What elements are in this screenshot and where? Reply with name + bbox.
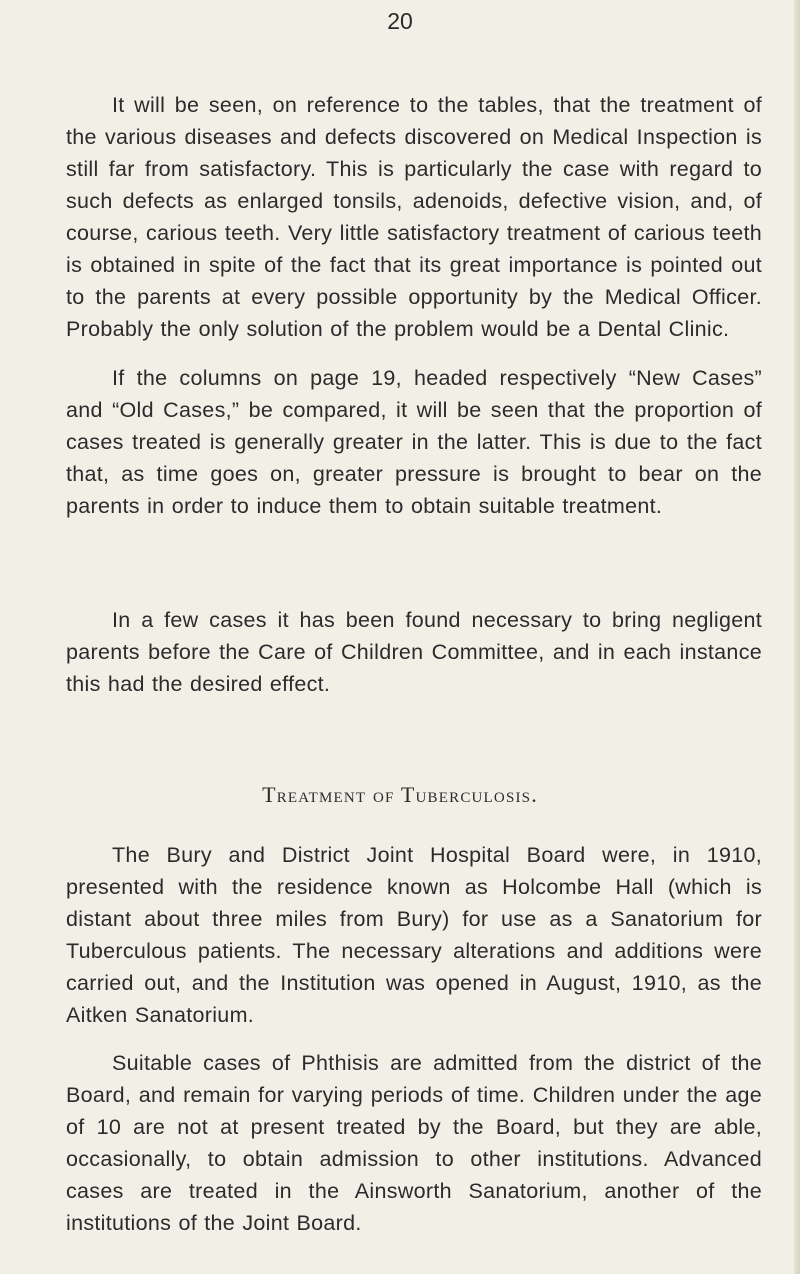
paragraph-phthisis-cases: Suitable cases of Phthisis are admitted from the district of the Board, and remain for varying periods of time. Children under the age of 10 are not at present treated by the Board, but they are able, occasionally, to obtain admission to other institutions. Advanced cases are treated in the Ainsworth Sanatorium, another of the institutions of the Joint Board. — [66, 1051, 762, 1235]
page-number: 20 — [387, 8, 413, 34]
paragraph-care-committee: In a few cases it has been found necessary to bring negligent parents before the Care of Children Committee, and in each instance this had the desired effect. — [66, 608, 762, 696]
paragraph-new-old-cases: If the columns on page 19, headed respectively “New Cases” and “Old Cases,” be compared, it will be seen that the proportion of cases treated is generally greater in the latter. This is due to the fact that, as time goes on, greater pressure is brought to bear on the parents in order to induce them to obtain suitable treatment. — [66, 366, 762, 518]
page-edge-shadow — [794, 0, 800, 1274]
paragraph-treatment-defects: It will be seen, on reference to the tables, that the treatment of the various diseases and defects discovered on Medical Inspection is still far from satisfactory. This is particularly the case with regard to such defects as enlarged tonsils, adenoids, defective vision, and, of course, carious teeth. Very little satisfactory treatment of carious teeth is obtained in spite of the fact that its great importance is pointed out to the parents at every possible opportunity by the Medical Officer. Probably the only solution of the problem would be a Dental Clinic. — [66, 93, 762, 341]
paragraph-holcombe-hall: The Bury and District Joint Hospital Board were, in 1910, presented with the residence known as Holcombe Hall (which is distant about three miles from Bury) for use as a Sanatorium for Tuberculous patients. The necessary alterations and additions were carried out, and the Institution was opened in August, 1910, as the Aitken Sanatorium. — [66, 843, 762, 1027]
section-heading-tuberculosis: Treatment of Tuberculosis. — [262, 782, 538, 807]
